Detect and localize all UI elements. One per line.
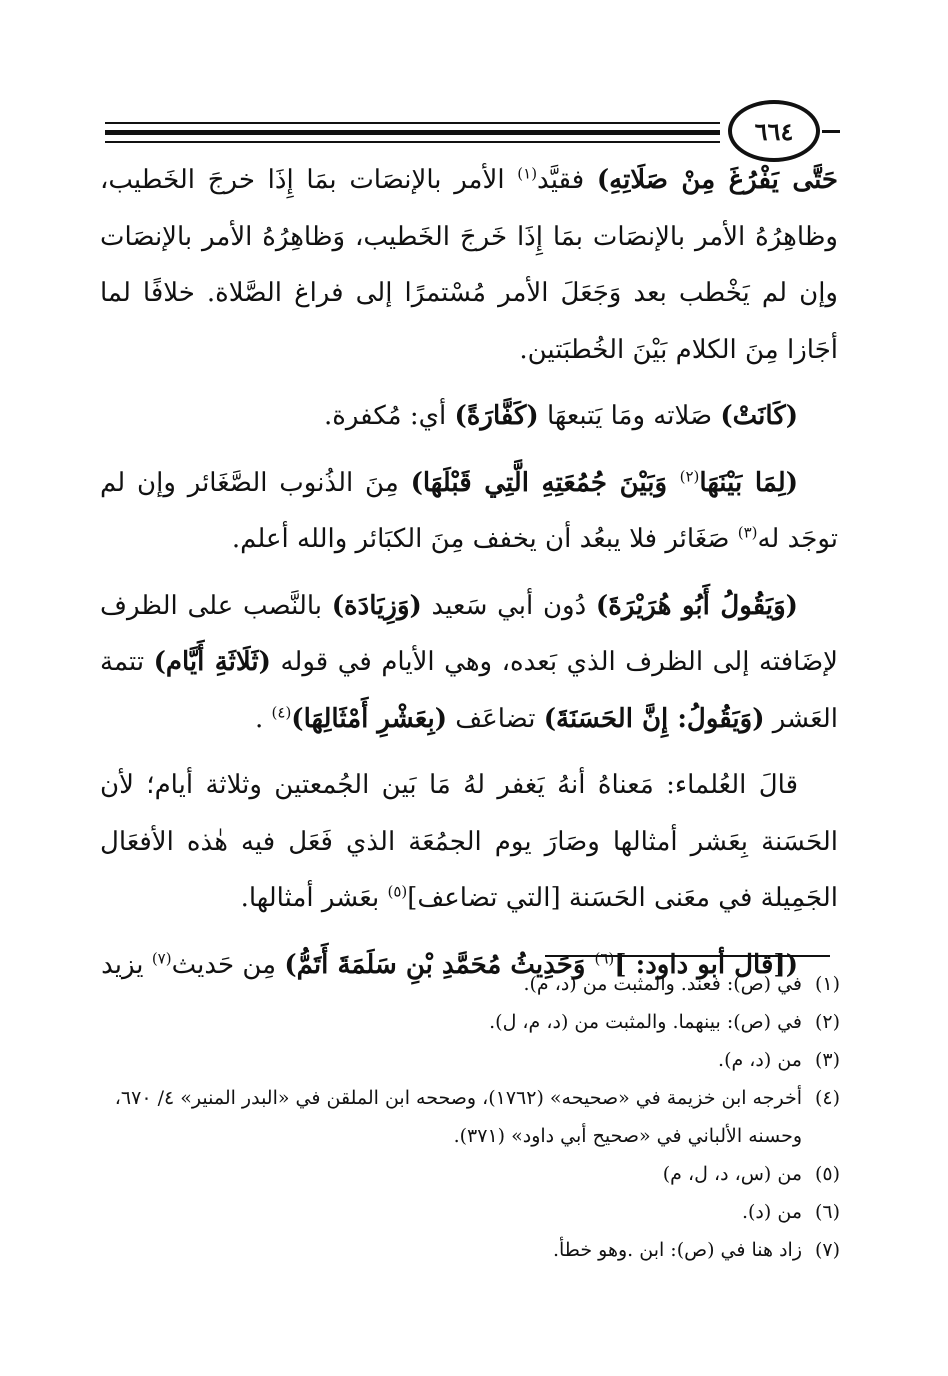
hadith-text: وَبَيْنَ جُمُعَتِهِ الَّتِي قَبْلَهَا): [410, 467, 680, 498]
commentary-text: فقيَّد: [537, 165, 597, 195]
header-rule-tail: [822, 130, 840, 133]
hadith-text: (ثَلَاثَةِ أَيَّام): [153, 647, 271, 677]
hadith-text: حَتَّى يَفْرُغَ مِنْ صَلَاتِهِ): [596, 165, 838, 195]
commentary-text: دُون أبي سَعيد: [421, 590, 596, 621]
commentary-text: .: [254, 703, 272, 734]
footnotes: [95, 965, 840, 1269]
footnote-marker: (٣): [737, 523, 758, 542]
paragraph-1: [100, 152, 838, 378]
footnote-text: أخرجه ابن خزيمة في «صحيحه» (١٧٦٢)، وصححه ابن الملقن في «البدر المنير» ٤/ ٦٧٠، وحسنه الألباني في «صحيح أبي داود» (٣٧١).: [114, 1087, 802, 1147]
footnote-text: في (ص): فعند. والمثبت من (د، م).: [523, 973, 802, 995]
paragraph-5: [100, 757, 838, 927]
hadith-text: (كَانَتْ): [720, 401, 798, 431]
footnote-number: (٦): [814, 1201, 840, 1223]
commentary-text: بالنَّصب على الظرف لإضَافته إلى الظرف الذي بَعده، وهي الأيام في قوله: [100, 590, 838, 677]
paragraph-4: [100, 578, 838, 748]
footnote-marker: (٧): [151, 948, 172, 967]
commentary-text: تتمة العَشر: [100, 647, 838, 734]
header-rule-thin: [105, 122, 720, 124]
footnote-separator: [545, 955, 830, 957]
footnote-number: (٥): [814, 1163, 840, 1185]
hadith-text: (وَيَقُولُ: إِنَّ الحَسَنَةَ): [543, 703, 765, 734]
page-number: ٦٦٤: [754, 116, 794, 146]
hadith-text: (كَفَّارَةً): [454, 401, 539, 431]
main-text: [100, 152, 838, 993]
footnote-number: (٢): [814, 1011, 840, 1033]
footnote-text: من (د).: [741, 1201, 802, 1223]
commentary-text: الأمر بالإنصَات بمَا إِذَا خرجَ الخَطيب، وظاهِرُهُ الأمر بالإنصَات بمَا إِذَا خَرجَ الخَطيب، وَظاهِرُهُ الأمر بالإنصَات وإن لم يَخْطب بعد وَجَعَلَ الأمر مُسْتمرًا إلى فراغ الصَّلاة. خلافًا لما أجَازا مِنَ الكلام بَيْنَ الخُطبَتين.: [100, 165, 838, 365]
commentary-text: قالَ العُلماء: مَعناهُ أنهُ يَغفر لهُ مَا بَين الجُمعتين وثلاثة أيام؛ لأن الحَسَنة بِعَشر أمثالها وصَارَ يوم الجمُعَة الذي فَعَل فيه هٰذه الأفعَال الجَمِيلة في معَنى الحَسَنة [التي تضاعف]: [100, 770, 838, 913]
footnote-marker: (١): [517, 164, 538, 183]
hadith-text: (بِعَشْرِ أَمْثَالِهَا): [291, 703, 448, 734]
footnote-2: [95, 1003, 840, 1041]
footnote-text: من (س، د، ل، م): [662, 1163, 802, 1185]
paragraph-3: [100, 455, 838, 568]
footnote-text: من (د، م).: [718, 1049, 802, 1071]
footnote-text: في (ص): بينهما. والمثبت من (د، م، ل).: [489, 1011, 802, 1033]
commentary-text: تضاعَف: [447, 703, 544, 734]
commentary-text: يزيد: [101, 949, 152, 980]
hadith-text: (وَزِيَادَة): [331, 590, 422, 621]
footnote-marker: (٥): [387, 882, 408, 901]
footnote-number: (١): [814, 973, 840, 995]
header-rule-thin-bottom: [105, 141, 720, 143]
commentary-text: صَلاته ومَا يَتبعهَا: [538, 401, 721, 431]
header-rule-thick: [105, 130, 720, 135]
footnote-number: (٧): [814, 1239, 840, 1261]
footnote-text: زاد هنا في (ص): ابن .وهو خطأ.: [552, 1239, 802, 1261]
hadith-text: (وَيَقُولُ أَبُو هُرَيْرَةَ): [595, 590, 798, 621]
footnote-7: [95, 1231, 840, 1269]
footnote-1: [95, 965, 840, 1003]
footnote-6: [95, 1193, 840, 1231]
footnote-marker: (٤): [271, 702, 292, 721]
commentary-text: مِن حَديث: [171, 949, 285, 980]
hadith-text: (لِمَا بَيْنَهَا: [699, 467, 799, 498]
commentary-text: أي: مُكفرة.: [323, 401, 455, 431]
paragraph-2: [100, 388, 838, 445]
footnote-number: (٣): [814, 1049, 840, 1071]
footnote-5: [95, 1155, 840, 1193]
footnote-3: [95, 1041, 840, 1079]
footnote-4: [95, 1079, 840, 1155]
hadith-text: وَحَدِيثُ مُحَمَّدِ بْنِ سَلَمَةَ أَتَمُّ): [284, 949, 595, 980]
commentary-text: بعَشر أمثالها.: [240, 883, 388, 913]
footnote-number: (٤): [814, 1087, 840, 1109]
footnote-marker: (٢): [679, 466, 700, 485]
hadith-text: ([قال أبو داود: ]: [614, 949, 798, 980]
commentary-text: مِنَ الذُنوب الصَّغَائر وإن لم توجَد له: [100, 467, 838, 554]
footnote-marker: (٦): [594, 948, 615, 967]
commentary-text: صَغَائر فلا يبعُد أن يخفف مِنَ الكبَائر والله أعلم.: [231, 524, 738, 554]
